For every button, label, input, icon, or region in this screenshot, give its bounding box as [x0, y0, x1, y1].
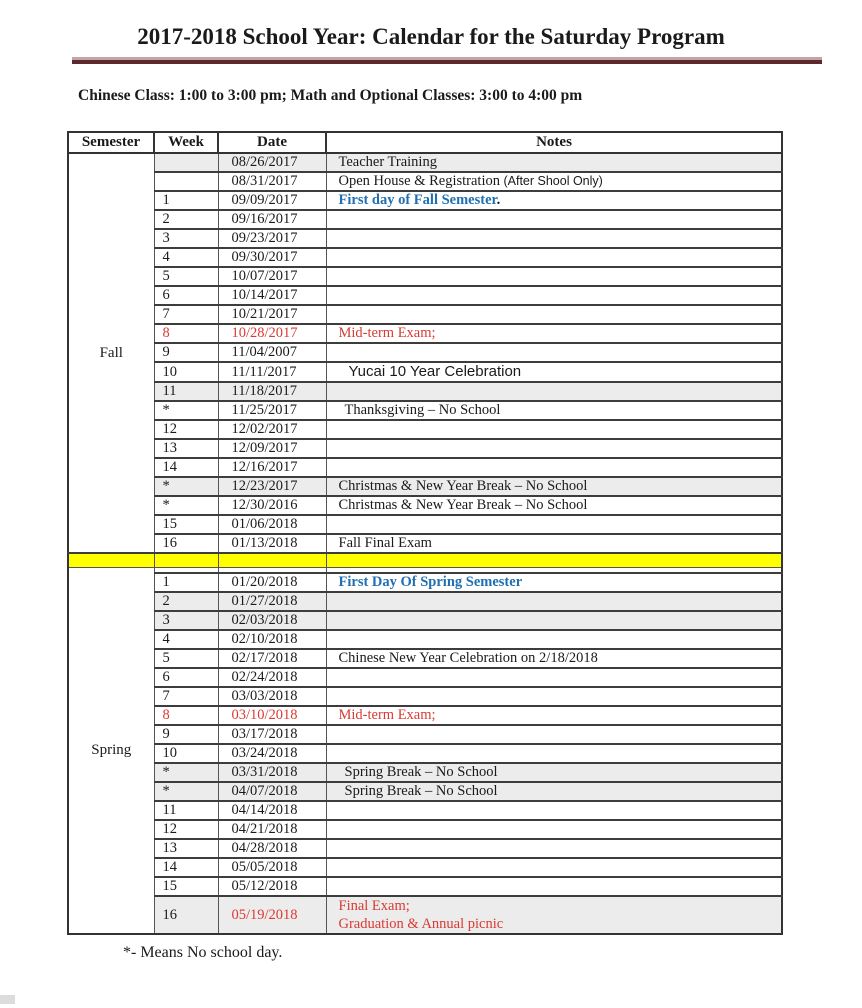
- date-cell: 03/10/2018: [218, 706, 326, 725]
- week-cell: 8: [154, 324, 218, 343]
- week-cell: 3: [154, 229, 218, 248]
- notes-cell: [326, 630, 782, 649]
- notes-cell: [326, 382, 782, 401]
- date-cell: 11/04/2007: [218, 343, 326, 362]
- title-divider-dark-line: [72, 60, 822, 64]
- date-cell: 12/16/2017: [218, 458, 326, 477]
- week-cell: [154, 153, 218, 172]
- date-cell: 05/19/2018: [218, 896, 326, 934]
- table-row: [68, 458, 782, 477]
- date-cell: 02/10/2018: [218, 630, 326, 649]
- week-cell: 4: [154, 248, 218, 267]
- date-cell: 02/03/2018: [218, 611, 326, 630]
- note-text: Yucai 10 Year Celebration: [348, 363, 522, 380]
- table-row: [68, 496, 782, 515]
- table-row: [68, 248, 782, 267]
- date-cell: 02/24/2018: [218, 668, 326, 687]
- date-cell: 02/17/2018: [218, 649, 326, 668]
- table-row: [68, 477, 782, 496]
- notes-cell: [326, 324, 782, 343]
- date-cell: 05/05/2018: [218, 858, 326, 877]
- date-cell: 09/30/2017: [218, 248, 326, 267]
- notes-cell: [326, 210, 782, 229]
- note-extra-text: (After Shool Only): [500, 174, 603, 188]
- week-cell: *: [154, 763, 218, 782]
- notes-cell: [326, 839, 782, 858]
- calendar-table-body: [68, 153, 782, 934]
- week-cell: 16: [154, 896, 218, 934]
- week-cell: 12: [154, 420, 218, 439]
- notes-cell: [326, 496, 782, 515]
- note-text: Spring Break – No School: [344, 764, 498, 780]
- table-row: [68, 191, 782, 210]
- note-text: First day of Fall Semester: [338, 192, 497, 208]
- note-text: Chinese New Year Celebration on 2/18/2018: [338, 650, 598, 666]
- notes-cell: [326, 229, 782, 248]
- table-row: [68, 649, 782, 668]
- table-row: [68, 534, 782, 553]
- date-cell: 12/30/2016: [218, 496, 326, 515]
- date-cell: 11/18/2017: [218, 382, 326, 401]
- note-text: Spring Break – No School: [344, 783, 498, 799]
- notes-cell: [326, 153, 782, 172]
- date-cell: 12/02/2017: [218, 420, 326, 439]
- week-cell: 1: [154, 573, 218, 592]
- note-text: Christmas & New Year Break – No School: [338, 497, 588, 513]
- table-row: [68, 725, 782, 744]
- week-cell: 10: [154, 362, 218, 382]
- week-cell: 14: [154, 858, 218, 877]
- table-row: [68, 782, 782, 801]
- week-cell: 9: [154, 725, 218, 744]
- notes-cell: [326, 362, 782, 382]
- week-cell: 11: [154, 382, 218, 401]
- date-cell: 03/24/2018: [218, 744, 326, 763]
- notes-cell: [326, 706, 782, 725]
- notes-cell: [326, 458, 782, 477]
- notes-cell: [326, 515, 782, 534]
- class-times-subtitle: Chinese Class: 1:00 to 3:00 pm; Math and Optional Classes: 3:00 to 4:00 pm: [78, 87, 583, 104]
- notes-cell: [326, 248, 782, 267]
- page-title: 2017-2018 School Year: Calendar for the Saturday Program: [137, 24, 725, 49]
- separator-cell: [68, 553, 154, 568]
- table-row: [68, 820, 782, 839]
- notes-cell: [326, 592, 782, 611]
- date-cell: 03/17/2018: [218, 725, 326, 744]
- table-row: [68, 858, 782, 877]
- week-cell: 1: [154, 191, 218, 210]
- notes-cell: [326, 611, 782, 630]
- notes-cell: [326, 896, 782, 934]
- semester-cell-fall: Fall: [68, 153, 154, 553]
- notes-cell: [326, 401, 782, 420]
- notes-cell: [326, 267, 782, 286]
- separator-cell: [218, 553, 326, 568]
- notes-cell: [326, 801, 782, 820]
- notes-cell: [326, 725, 782, 744]
- table-row: [68, 172, 782, 191]
- separator-cell: [154, 553, 218, 568]
- week-cell: 15: [154, 877, 218, 896]
- week-cell: 2: [154, 210, 218, 229]
- week-cell: 7: [154, 687, 218, 706]
- week-cell: 6: [154, 286, 218, 305]
- date-cell: 03/03/2018: [218, 687, 326, 706]
- note-period: .: [496, 192, 501, 208]
- date-cell: 01/27/2018: [218, 592, 326, 611]
- table-row: [68, 343, 782, 362]
- table-row: [68, 896, 782, 934]
- week-cell: 11: [154, 801, 218, 820]
- notes-cell: [326, 286, 782, 305]
- calendar-table: [67, 131, 783, 935]
- date-cell: 09/16/2017: [218, 210, 326, 229]
- notes-cell: [326, 763, 782, 782]
- notes-cell: [326, 534, 782, 553]
- week-cell: *: [154, 401, 218, 420]
- week-cell: [154, 172, 218, 191]
- table-row: [68, 305, 782, 324]
- header-semester: Semester: [68, 132, 154, 153]
- table-row: [68, 801, 782, 820]
- notes-cell: [326, 649, 782, 668]
- date-cell: 01/20/2018: [218, 573, 326, 592]
- notes-cell: [326, 820, 782, 839]
- date-cell: 11/25/2017: [218, 401, 326, 420]
- note-text: Mid-term Exam;: [338, 707, 436, 723]
- table-row: [68, 839, 782, 858]
- table-row: [68, 611, 782, 630]
- note-text: Fall Final Exam: [338, 535, 432, 551]
- table-row: [68, 362, 782, 382]
- title-divider: [72, 57, 822, 64]
- separator-row: [68, 553, 782, 568]
- date-cell: 09/09/2017: [218, 191, 326, 210]
- date-cell: 03/31/2018: [218, 763, 326, 782]
- note-text: Final Exam;: [338, 898, 410, 914]
- date-cell: 10/07/2017: [218, 267, 326, 286]
- table-row: [68, 286, 782, 305]
- header-week: Week: [154, 132, 218, 153]
- notes-cell: [326, 744, 782, 763]
- note-text-line2: Graduation & Annual picnic: [338, 916, 504, 932]
- date-cell: 09/23/2017: [218, 229, 326, 248]
- week-cell: 5: [154, 649, 218, 668]
- week-cell: 5: [154, 267, 218, 286]
- calendar-table-header: [68, 132, 782, 153]
- week-cell: 2: [154, 592, 218, 611]
- week-cell: *: [154, 477, 218, 496]
- notes-cell: [326, 305, 782, 324]
- notes-cell: [326, 687, 782, 706]
- table-row: [68, 401, 782, 420]
- table-row: [68, 420, 782, 439]
- separator-cell: [326, 553, 782, 568]
- notes-cell: [326, 668, 782, 687]
- table-row: [68, 592, 782, 611]
- date-cell: 12/09/2017: [218, 439, 326, 458]
- week-cell: 3: [154, 611, 218, 630]
- notes-cell: [326, 573, 782, 592]
- date-cell: 12/23/2017: [218, 477, 326, 496]
- table-row: [68, 515, 782, 534]
- week-cell: 13: [154, 439, 218, 458]
- asterisk-footnote: *- Means No school day.: [123, 944, 283, 961]
- table-row: [68, 153, 782, 172]
- notes-cell: [326, 477, 782, 496]
- week-cell: 13: [154, 839, 218, 858]
- date-cell: 04/07/2018: [218, 782, 326, 801]
- week-cell: 8: [154, 706, 218, 725]
- table-row: [68, 668, 782, 687]
- notes-cell: [326, 420, 782, 439]
- date-cell: 01/06/2018: [218, 515, 326, 534]
- date-cell: 04/28/2018: [218, 839, 326, 858]
- table-row: [68, 573, 782, 592]
- header-row: [68, 132, 782, 153]
- note-text: Thanksgiving – No School: [344, 402, 501, 418]
- scan-artifact: [0, 995, 15, 1004]
- notes-cell: [326, 343, 782, 362]
- note-text: Teacher Training: [338, 154, 437, 170]
- notes-cell: [326, 191, 782, 210]
- date-cell: 10/28/2017: [218, 324, 326, 343]
- date-cell: 05/12/2018: [218, 877, 326, 896]
- week-cell: 6: [154, 668, 218, 687]
- notes-cell: [326, 439, 782, 458]
- week-cell: 4: [154, 630, 218, 649]
- week-cell: 10: [154, 744, 218, 763]
- week-cell: 14: [154, 458, 218, 477]
- date-cell: 10/21/2017: [218, 305, 326, 324]
- table-row: [68, 706, 782, 725]
- date-cell: 08/31/2017: [218, 172, 326, 191]
- table-row: [68, 210, 782, 229]
- table-row: [68, 382, 782, 401]
- table-row: [68, 267, 782, 286]
- note-text: First Day Of Spring Semester: [338, 574, 523, 590]
- semester-cell-spring: Spring: [68, 568, 154, 935]
- header-notes: Notes: [326, 132, 782, 153]
- date-cell: 04/14/2018: [218, 801, 326, 820]
- header-date: Date: [218, 132, 326, 153]
- table-row: [68, 229, 782, 248]
- table-row: [68, 763, 782, 782]
- note-text: Mid-term Exam;: [338, 325, 436, 341]
- date-cell: 01/13/2018: [218, 534, 326, 553]
- date-cell: 04/21/2018: [218, 820, 326, 839]
- week-cell: 9: [154, 343, 218, 362]
- week-cell: 7: [154, 305, 218, 324]
- notes-cell: [326, 858, 782, 877]
- date-cell: 10/14/2017: [218, 286, 326, 305]
- table-row: [68, 324, 782, 343]
- table-row: [68, 687, 782, 706]
- notes-cell: [326, 172, 782, 191]
- notes-cell: [326, 877, 782, 896]
- table-row: [68, 744, 782, 763]
- week-cell: *: [154, 782, 218, 801]
- note-text: Christmas & New Year Break – No School: [338, 478, 588, 494]
- week-cell: 15: [154, 515, 218, 534]
- notes-cell: [326, 782, 782, 801]
- week-cell: *: [154, 496, 218, 515]
- week-cell: 12: [154, 820, 218, 839]
- table-row: [68, 439, 782, 458]
- date-cell: 11/11/2017: [218, 362, 326, 382]
- date-cell: 08/26/2017: [218, 153, 326, 172]
- week-cell: 16: [154, 534, 218, 553]
- note-text: Open House & Registration: [338, 173, 500, 189]
- table-row: [68, 630, 782, 649]
- table-row: [68, 877, 782, 896]
